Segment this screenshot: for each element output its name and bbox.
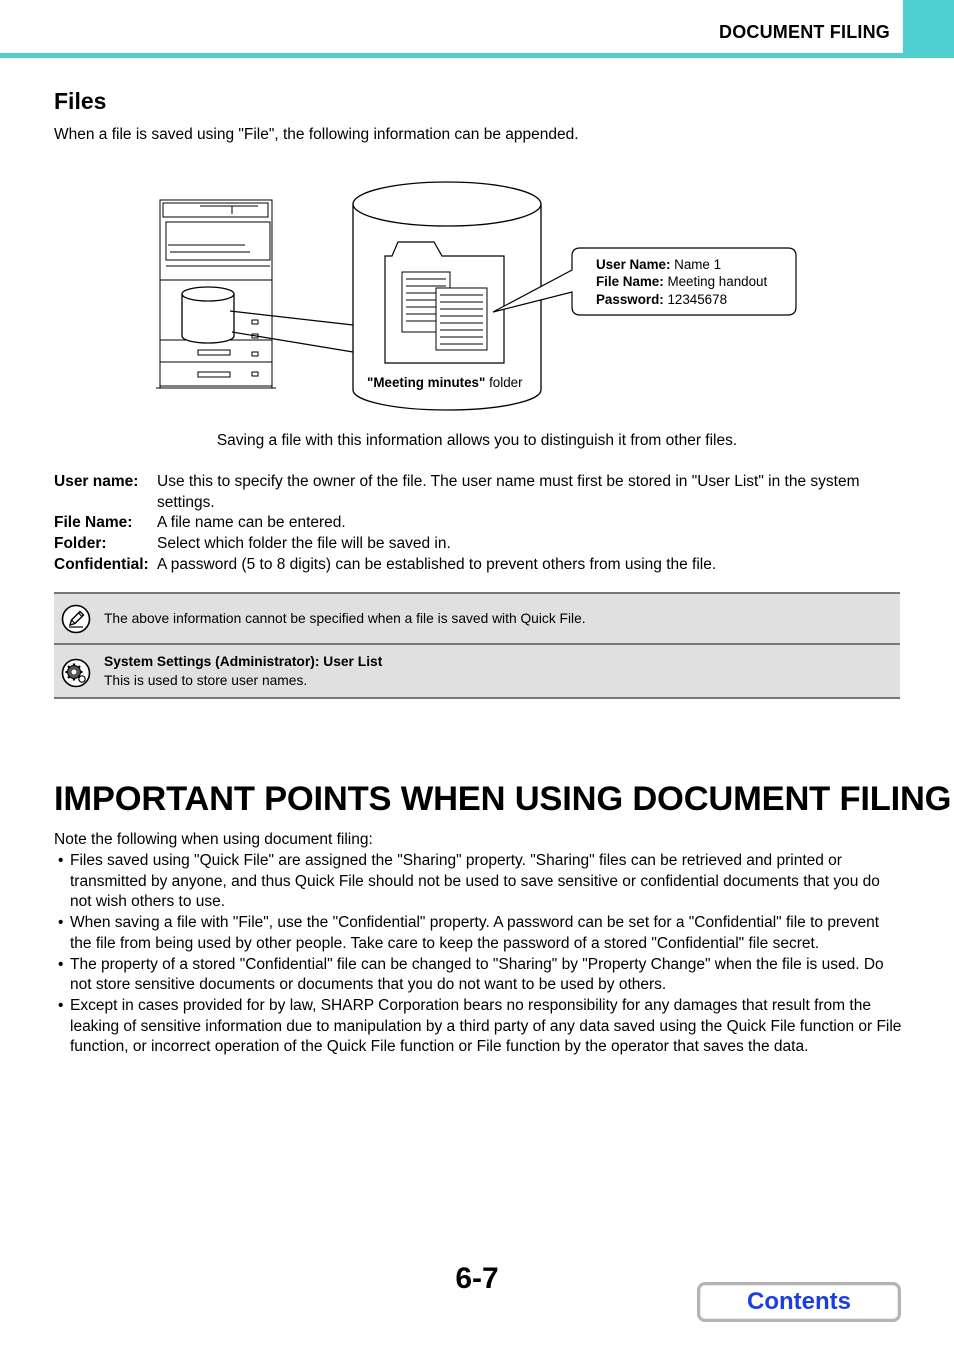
bullet-item: [58, 996, 904, 1058]
definition-text: Select which folder the file will be saved in.: [157, 535, 451, 553]
bullet-dot: •: [58, 914, 64, 932]
settings-title: System Settings (Administrator): User List: [104, 654, 383, 669]
callout-user-label: User Name:: [596, 257, 671, 272]
header-accent-block: [903, 0, 954, 58]
settings-note-text: [104, 652, 382, 690]
definition-row: [54, 534, 904, 555]
definition-term: User name:: [54, 473, 139, 490]
settings-gear-icon: [61, 658, 91, 688]
bullet-dot: •: [58, 852, 64, 869]
definition-list: [54, 472, 904, 576]
bullet-text: Files saved using "Quick File" are assigned the "Sharing" property. "Sharing" files can be retrieved and printed or transmitted by anyone, and thus Quick File should not be used to save sensitive or confidential documents that you do not wish others to use.: [70, 852, 880, 911]
files-intro: When a file is saved using "File", the following information can be appended.: [54, 126, 579, 143]
page-number: 6-7: [455, 1262, 499, 1295]
callout-password-value: 12345678: [663, 291, 728, 307]
header-title: DOCUMENT FILING: [719, 22, 890, 42]
folder-caption: [367, 375, 523, 390]
bullet-text: Except in cases provided for by law, SHARP Corporation bears no responsibility for any damages that result from the leaking of sensitive information due to manipulation by a third party of any data saved using the Quick File function or File function, or incorrect operation of the Quick File function or File function by the operator that saves the data.: [70, 996, 902, 1056]
bullet-text: The property of a stored "Confidential" file can be changed to "Sharing" by "Property Change" when the file is used. Do not store sensitive documents or documents that you do not want to be used by others.: [70, 955, 884, 994]
callout-text: [596, 256, 767, 308]
callout-password-label: Password:: [596, 291, 664, 307]
pencil-note-icon: [61, 604, 91, 634]
folder-suffix: folder: [485, 375, 523, 390]
callout-file-label: File Name:: [596, 274, 664, 290]
important-heading: IMPORTANT POINTS WHEN USING DOCUMENT FILING: [54, 780, 952, 818]
callout-user-value: Name 1: [670, 257, 722, 272]
folder-name: "Meeting minutes": [367, 375, 486, 390]
settings-description: This is used to store user names.: [104, 673, 308, 688]
bullet-item: [58, 851, 904, 913]
bullet-text: When saving a file with "File", use the "Confidential" property. A password can be set for a "Confidential" file to prevent the file from being used by other people. Take care to keep the password of a stored "Confidential" file secret.: [70, 914, 880, 952]
note-system-settings: [54, 645, 900, 699]
files-heading: Files: [54, 88, 107, 114]
notes-box: [54, 592, 900, 699]
hdd-cylinder: [182, 287, 234, 343]
definition-row: [54, 472, 904, 513]
header-accent-line: [0, 53, 954, 58]
definition-term: Folder:: [54, 535, 107, 553]
callout-file-value: Meeting handout: [663, 274, 768, 290]
definition-text: A file name can be entered.: [157, 514, 346, 532]
important-lead: Note the following when using document filing:: [54, 831, 373, 848]
definition-term: Confidential:: [54, 555, 149, 573]
important-bullets: [58, 851, 904, 1058]
definition-text: Use this to specify the owner of the file. The user name must first be stored in "User List" in the system settings.: [157, 473, 860, 511]
definition-text: A password (5 to 8 digits) can be established to prevent others from using the file.: [157, 555, 717, 573]
bullet-dot: •: [58, 996, 64, 1014]
bullet-dot: •: [58, 955, 64, 973]
bullet-item: [58, 913, 904, 954]
diagram-caption: Saving a file with this information allows you to distinguish it from other files.: [216, 432, 738, 449]
definition-term: File Name:: [54, 514, 133, 532]
definition-row: [54, 555, 904, 576]
definition-row: [54, 513, 904, 534]
note-text: The above information cannot be specified when a file is saved with Quick File.: [104, 611, 586, 626]
note-quick-file: [54, 592, 900, 645]
bullet-item: [58, 955, 904, 996]
contents-button[interactable]: Contents: [697, 1282, 901, 1322]
